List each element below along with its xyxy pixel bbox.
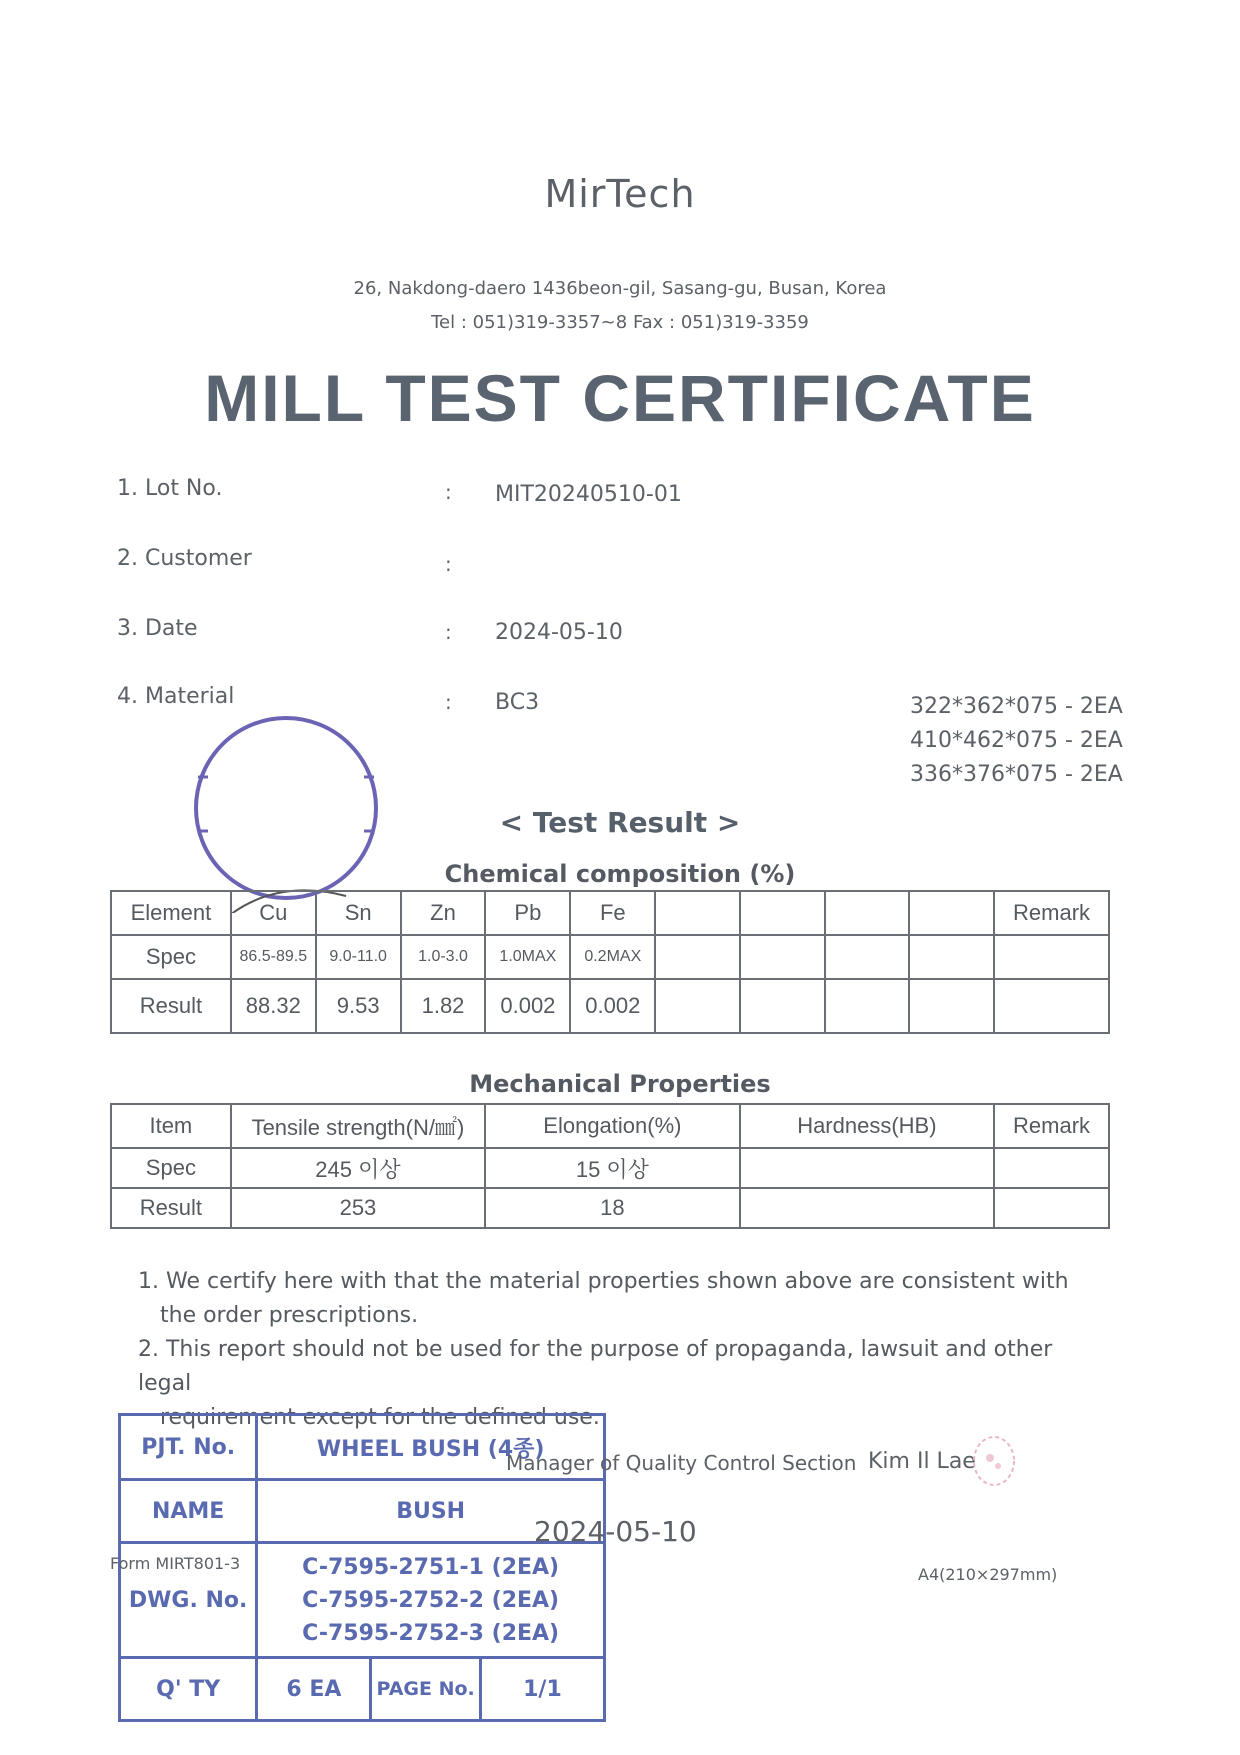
table-cell <box>909 979 994 1033</box>
field-value-material: BC3 <box>495 690 540 715</box>
test-result-title: < Test Result > <box>499 806 741 839</box>
table-cell: Zn <box>401 891 486 935</box>
table-cell <box>740 935 825 979</box>
table-cell: Remark <box>994 891 1109 935</box>
table-cell: Cu <box>231 891 316 935</box>
table-cell: 9.0-11.0 <box>316 935 401 979</box>
form-number: Form MIRT801-3 <box>110 1554 241 1573</box>
table-cell: 18 <box>485 1188 740 1228</box>
stamp-dwg-values <box>257 1543 605 1658</box>
table-cell: Element <box>111 891 231 935</box>
field-colon: : <box>445 552 452 576</box>
company-address: 26, Nakdong-daero 1436beon-gil, Sasang-gu, Busan, Korea <box>353 278 887 299</box>
dwg-number: C-7595-2752-3 (2EA) <box>302 1620 560 1646</box>
table-cell <box>825 979 910 1033</box>
table-cell: Tensile strength(N/㎟) <box>231 1104 485 1148</box>
size-list <box>910 694 1123 796</box>
table-cell <box>655 979 740 1033</box>
table-row <box>120 1480 605 1543</box>
table-cell: Item <box>111 1104 231 1148</box>
table-cell: 1.0-3.0 <box>401 935 486 979</box>
note-1: 1. We certify here with that the material properties shown above are consistent with <box>138 1269 1069 1294</box>
table-cell: 0.002 <box>485 979 570 1033</box>
size-item: 322*362*075 - 2EA <box>910 694 1123 719</box>
table-cell <box>740 1188 995 1228</box>
table-cell <box>655 935 740 979</box>
table-cell <box>994 935 1109 979</box>
document-title: MILL TEST CERTIFICATE <box>204 361 1036 435</box>
table-cell: 15 이상 <box>485 1148 740 1188</box>
table-row <box>111 891 1109 935</box>
company-contact: Tel : 051)319-3357~8 Fax : 051)319-3359 <box>431 312 809 333</box>
field-value-date: 2024-05-10 <box>495 620 623 645</box>
stamp-value: BUSH <box>257 1480 605 1543</box>
table-cell: Remark <box>994 1104 1109 1148</box>
table-cell: Spec <box>111 935 231 979</box>
table-cell: Hardness(HB) <box>740 1104 995 1148</box>
table-cell <box>994 1148 1109 1188</box>
table-cell: Spec <box>111 1148 231 1188</box>
table-cell: Fe <box>570 891 655 935</box>
table-cell <box>655 891 740 935</box>
dwg-number: C-7595-2751-1 (2EA) <box>302 1554 560 1580</box>
note-2: 2. This report should not be used for the purpose of propaganda, lawsuit and other legal <box>138 1337 1053 1396</box>
table-cell <box>909 935 994 979</box>
table-cell <box>994 1188 1109 1228</box>
table-cell: 1.0MAX <box>485 935 570 979</box>
stamp-value: 1/1 <box>480 1658 604 1721</box>
company-name: MirTech <box>544 172 696 216</box>
table-cell: 253 <box>231 1188 485 1228</box>
table-cell <box>740 1148 995 1188</box>
field-label-customer: 2. Customer <box>117 546 252 571</box>
field-label-lot: 1. Lot No. <box>117 476 223 501</box>
table-cell: Elongation(%) <box>485 1104 740 1148</box>
table-row <box>111 1148 1109 1188</box>
stamp-label: PJT. No. <box>120 1415 257 1480</box>
chemical-table-title: Chemical composition (%) <box>444 860 796 888</box>
field-label-date: 3. Date <box>117 616 198 641</box>
table-cell: Sn <box>316 891 401 935</box>
table-row <box>111 935 1109 979</box>
table-cell: 245 이상 <box>231 1148 485 1188</box>
stamp-label: NAME <box>120 1480 257 1543</box>
note-1-continued: the order prescriptions. <box>160 1303 419 1328</box>
signature-date: 2024-05-10 <box>534 1515 697 1548</box>
table-row <box>111 979 1109 1033</box>
table-cell <box>909 891 994 935</box>
table-cell <box>994 979 1109 1033</box>
stamp-label: PAGE No. <box>371 1658 480 1721</box>
table-cell: Pb <box>485 891 570 935</box>
size-item: 410*462*075 - 2EA <box>910 728 1123 753</box>
signature-seal-icon <box>968 1432 1020 1490</box>
table-cell: 86.5-89.5 <box>231 935 316 979</box>
table-cell <box>740 979 825 1033</box>
field-colon: : <box>445 690 452 714</box>
stamp-label: DWG. No. <box>120 1543 257 1658</box>
paper-size: A4(210×297mm) <box>918 1565 1058 1584</box>
table-cell: 0.2MAX <box>570 935 655 979</box>
field-value-lot: MIT20240510-01 <box>495 482 682 507</box>
table-cell <box>825 935 910 979</box>
field-colon: : <box>445 480 452 504</box>
table-row <box>120 1658 605 1721</box>
table-cell: Result <box>111 979 231 1033</box>
table-cell: 9.53 <box>316 979 401 1033</box>
table-cell: 88.32 <box>231 979 316 1033</box>
mechanical-table <box>110 1103 1110 1229</box>
field-label-material: 4. Material <box>117 684 235 709</box>
table-row <box>111 1104 1109 1148</box>
mechanical-table-title: Mechanical Properties <box>469 1070 771 1098</box>
table-cell <box>740 891 825 935</box>
table-cell: Result <box>111 1188 231 1228</box>
field-colon: : <box>445 620 452 644</box>
stamp-value: WHEEL BUSH (4종) <box>257 1415 605 1480</box>
table-cell: 0.002 <box>570 979 655 1033</box>
table-cell: 1.82 <box>401 979 486 1033</box>
size-item: 336*376*075 - 2EA <box>910 762 1123 787</box>
table-row <box>111 1188 1109 1228</box>
table-cell <box>825 891 910 935</box>
stamp-value: 6 EA <box>257 1658 371 1721</box>
chemical-table <box>110 890 1110 1034</box>
signer-name: Kim Il Lae <box>868 1449 976 1474</box>
dwg-number: C-7595-2752-2 (2EA) <box>302 1587 560 1613</box>
signer-role: Manager of Quality Control Section <box>506 1451 857 1475</box>
stamp-label: Q' TY <box>120 1658 257 1721</box>
certification-notes <box>138 1265 1098 1435</box>
note-2-continued: requirement except for the defined use. <box>160 1405 600 1430</box>
